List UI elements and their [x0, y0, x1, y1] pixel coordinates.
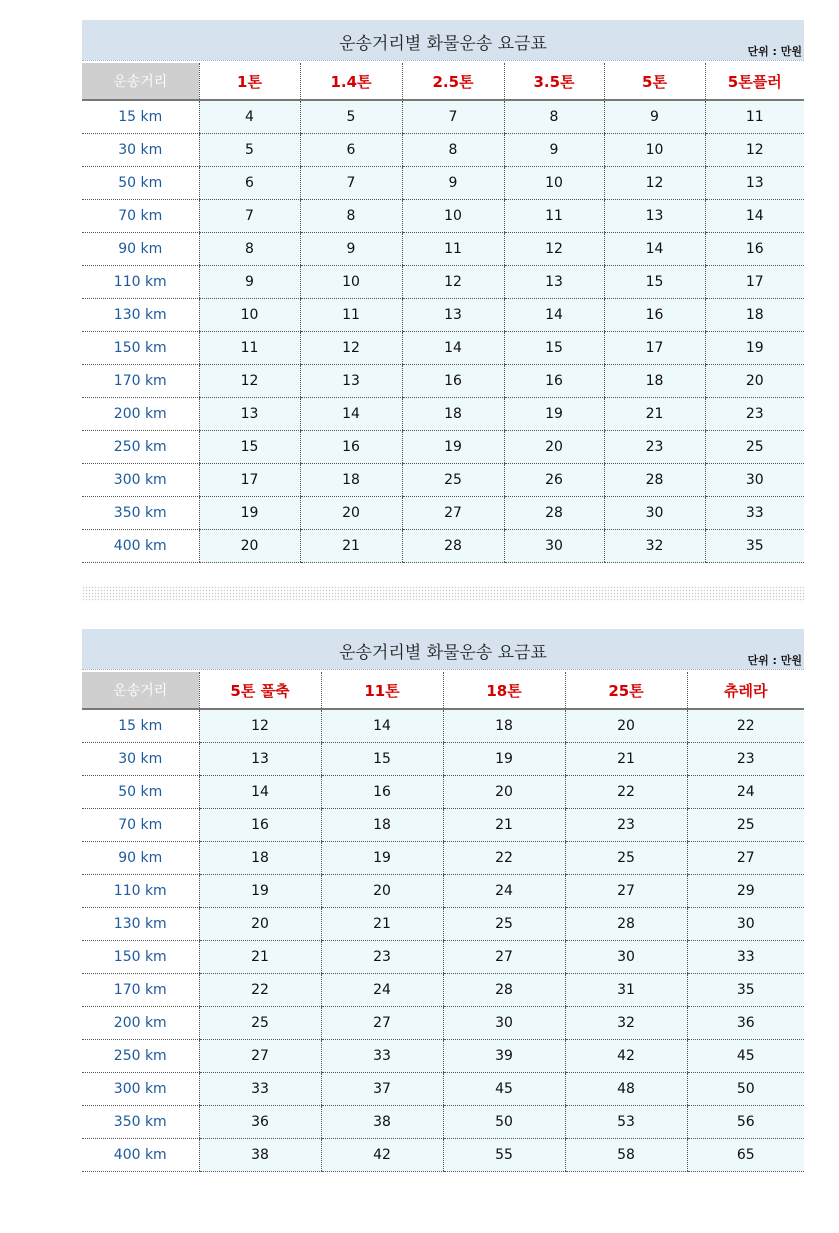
rate-cell: 22: [565, 776, 687, 809]
distance-cell: 300 km: [82, 464, 199, 497]
rate-cell: 25: [705, 431, 804, 464]
rate-cell: 11: [199, 332, 300, 365]
table-1-unit: 단위 : 만원: [747, 45, 802, 58]
rate-cell: 25: [443, 908, 565, 941]
rate-cell: 7: [300, 167, 402, 200]
rate-cell: 14: [504, 299, 604, 332]
column-header: 11톤: [321, 672, 443, 709]
rate-cell: 27: [687, 842, 804, 875]
table-row: [82, 809, 804, 842]
rate-cell: 27: [199, 1040, 321, 1073]
distance-cell: 350 km: [82, 1106, 199, 1139]
distance-cell: 90 km: [82, 842, 199, 875]
rate-cell: 28: [565, 908, 687, 941]
distance-cell: 400 km: [82, 1139, 199, 1172]
table-row: [82, 908, 804, 941]
distance-cell: 350 km: [82, 497, 199, 530]
rate-cell: 21: [300, 530, 402, 563]
rate-cell: 15: [199, 431, 300, 464]
rate-cell: 20: [705, 365, 804, 398]
rate-cell: 14: [321, 709, 443, 743]
rate-cell: 53: [565, 1106, 687, 1139]
rate-cell: 50: [687, 1073, 804, 1106]
rate-cell: 19: [504, 398, 604, 431]
distance-cell: 70 km: [82, 200, 199, 233]
rate-cell: 30: [687, 908, 804, 941]
rate-cell: 20: [504, 431, 604, 464]
rate-cell: 12: [199, 365, 300, 398]
rate-cell: 38: [199, 1139, 321, 1172]
rate-cell: 45: [443, 1073, 565, 1106]
rate-cell: 27: [321, 1007, 443, 1040]
rate-cell: 58: [565, 1139, 687, 1172]
rate-cell: 14: [705, 200, 804, 233]
table-row: [82, 1106, 804, 1139]
rate-cell: 30: [705, 464, 804, 497]
rate-cell: 6: [300, 134, 402, 167]
rate-cell: 48: [565, 1073, 687, 1106]
rate-cell: 11: [300, 299, 402, 332]
rate-cell: 16: [199, 809, 321, 842]
rate-cell: 28: [402, 530, 504, 563]
table-row: [82, 709, 804, 743]
rate-cell: 13: [504, 266, 604, 299]
rate-cell: 33: [687, 941, 804, 974]
rate-cell: 36: [199, 1106, 321, 1139]
rate-table-1: [82, 20, 804, 563]
table-row: [82, 1040, 804, 1073]
rate-cell: 16: [300, 431, 402, 464]
rate-cell: 19: [402, 431, 504, 464]
rate-cell: 16: [604, 299, 705, 332]
table-row: [82, 167, 804, 200]
rate-cell: 20: [321, 875, 443, 908]
distance-cell: 170 km: [82, 365, 199, 398]
rate-cell: 18: [321, 809, 443, 842]
rate-cell: 25: [687, 809, 804, 842]
distance-cell: 400 km: [82, 530, 199, 563]
rate-cell: 19: [443, 743, 565, 776]
rate-cell: 9: [604, 100, 705, 134]
distance-cell: 30 km: [82, 134, 199, 167]
rate-cell: 20: [565, 709, 687, 743]
rate-cell: 18: [443, 709, 565, 743]
rate-cell: 27: [565, 875, 687, 908]
rate-cell: 21: [565, 743, 687, 776]
rate-cell: 12: [504, 233, 604, 266]
rate-cell: 8: [199, 233, 300, 266]
rate-cell: 10: [504, 167, 604, 200]
rate-cell: 45: [687, 1040, 804, 1073]
column-header: 츄레라: [687, 672, 804, 709]
distance-cell: 200 km: [82, 1007, 199, 1040]
rate-cell: 23: [321, 941, 443, 974]
distance-cell: 170 km: [82, 974, 199, 1007]
distance-cell: 130 km: [82, 908, 199, 941]
rate-cell: 22: [199, 974, 321, 1007]
rate-cell: 10: [199, 299, 300, 332]
distance-cell: 50 km: [82, 776, 199, 809]
distance-cell: 50 km: [82, 167, 199, 200]
rate-cell: 5: [199, 134, 300, 167]
table-2-unit: 단위 : 만원: [747, 654, 802, 667]
rate-cell: 8: [504, 100, 604, 134]
rate-cell: 36: [687, 1007, 804, 1040]
rate-cell: 19: [705, 332, 804, 365]
rate-cell: 33: [321, 1040, 443, 1073]
rate-cell: 30: [604, 497, 705, 530]
rate-cell: 22: [687, 709, 804, 743]
rate-cell: 23: [565, 809, 687, 842]
rate-cell: 24: [443, 875, 565, 908]
table-row: [82, 365, 804, 398]
table-row: [82, 134, 804, 167]
rate-cell: 26: [504, 464, 604, 497]
table-row: [82, 875, 804, 908]
rate-cell: 12: [199, 709, 321, 743]
rate-cell: 25: [565, 842, 687, 875]
rate-cell: 12: [604, 167, 705, 200]
rate-cell: 25: [402, 464, 504, 497]
rate-cell: 14: [604, 233, 705, 266]
rate-cell: 16: [402, 365, 504, 398]
table-row: [82, 974, 804, 1007]
rate-cell: 18: [199, 842, 321, 875]
table-row: [82, 431, 804, 464]
rate-cell: 24: [687, 776, 804, 809]
rate-cell: 16: [504, 365, 604, 398]
distance-cell: 110 km: [82, 875, 199, 908]
table-1-title-bar: [82, 20, 804, 60]
rate-cell: 10: [300, 266, 402, 299]
rate-cell: 38: [321, 1106, 443, 1139]
rate-cell: 39: [443, 1040, 565, 1073]
table-row: [82, 464, 804, 497]
header-row: [82, 63, 804, 100]
table-row: [82, 497, 804, 530]
rate-cell: 35: [705, 530, 804, 563]
rate-cell: 56: [687, 1106, 804, 1139]
table-row: [82, 299, 804, 332]
rate-cell: 12: [705, 134, 804, 167]
header-distance-label: 운송거리: [82, 63, 199, 100]
table-row: [82, 941, 804, 974]
distance-cell: 30 km: [82, 743, 199, 776]
rate-cell: 15: [504, 332, 604, 365]
rate-cell: 28: [443, 974, 565, 1007]
rate-cell: 10: [604, 134, 705, 167]
rate-cell: 24: [321, 974, 443, 1007]
column-header: 5톤: [604, 63, 705, 100]
rate-cell: 28: [504, 497, 604, 530]
rate-cell: 30: [565, 941, 687, 974]
distance-cell: 70 km: [82, 809, 199, 842]
table-row: [82, 1007, 804, 1040]
table-row: [82, 743, 804, 776]
column-header: 5톤 풀축: [199, 672, 321, 709]
rate-cell: 17: [199, 464, 300, 497]
table-2-title: 운송거리별 화물운송 요금표: [339, 643, 547, 663]
rate-cell: 9: [402, 167, 504, 200]
column-header: 18톤: [443, 672, 565, 709]
rate-cell: 18: [705, 299, 804, 332]
distance-cell: 130 km: [82, 299, 199, 332]
rate-cell: 13: [705, 167, 804, 200]
rate-cell: 19: [321, 842, 443, 875]
header-distance-label: 운송거리: [82, 672, 199, 709]
rate-cell: 32: [565, 1007, 687, 1040]
distance-cell: 300 km: [82, 1073, 199, 1106]
rate-cell: 12: [300, 332, 402, 365]
table-row: [82, 398, 804, 431]
rate-cell: 7: [199, 200, 300, 233]
rate-cell: 25: [199, 1007, 321, 1040]
distance-cell: 200 km: [82, 398, 199, 431]
distance-cell: 15 km: [82, 100, 199, 134]
column-header: 1톤: [199, 63, 300, 100]
rate-cell: 20: [443, 776, 565, 809]
rate-cell: 7: [402, 100, 504, 134]
column-header: 25톤: [565, 672, 687, 709]
rate-cell: 10: [402, 200, 504, 233]
column-header: 2.5톤: [402, 63, 504, 100]
rate-cell: 11: [504, 200, 604, 233]
rate-cell: 19: [199, 497, 300, 530]
rate-cell: 20: [199, 908, 321, 941]
rate-cell: 33: [705, 497, 804, 530]
rate-cell: 12: [402, 266, 504, 299]
section-separator: [82, 586, 804, 602]
rate-cell: 29: [687, 875, 804, 908]
rate-cell: 17: [604, 332, 705, 365]
rate-cell: 28: [604, 464, 705, 497]
rate-cell: 13: [402, 299, 504, 332]
rate-cell: 21: [604, 398, 705, 431]
table-row: [82, 776, 804, 809]
table-row: [82, 332, 804, 365]
distance-cell: 150 km: [82, 941, 199, 974]
rate-cell: 13: [604, 200, 705, 233]
rate-cell: 15: [604, 266, 705, 299]
rate-cell: 19: [199, 875, 321, 908]
rate-cell: 18: [300, 464, 402, 497]
distance-cell: 110 km: [82, 266, 199, 299]
rate-cell: 13: [199, 398, 300, 431]
rate-cell: 14: [199, 776, 321, 809]
rate-cell: 16: [321, 776, 443, 809]
distance-cell: 15 km: [82, 709, 199, 743]
rate-table-2: [82, 629, 804, 1172]
distance-cell: 250 km: [82, 1040, 199, 1073]
rate-cell: 9: [300, 233, 402, 266]
rate-cell: 23: [687, 743, 804, 776]
rate-cell: 9: [504, 134, 604, 167]
rate-cell: 31: [565, 974, 687, 1007]
rate-cell: 8: [402, 134, 504, 167]
rate-cell: 21: [443, 809, 565, 842]
rate-cell: 14: [402, 332, 504, 365]
rate-cell: 17: [705, 266, 804, 299]
table-row: [82, 842, 804, 875]
rate-cell: 11: [402, 233, 504, 266]
rate-cell: 14: [300, 398, 402, 431]
rate-cell: 32: [604, 530, 705, 563]
table-row: [82, 233, 804, 266]
rate-cell: 35: [687, 974, 804, 1007]
rate-cell: 21: [321, 908, 443, 941]
rate-cell: 16: [705, 233, 804, 266]
rate-cell: 11: [705, 100, 804, 134]
rate-cell: 21: [199, 941, 321, 974]
table-2-grid: [82, 672, 804, 1172]
rate-cell: 5: [300, 100, 402, 134]
rate-cell: 37: [321, 1073, 443, 1106]
rate-cell: 42: [321, 1139, 443, 1172]
rate-cell: 13: [199, 743, 321, 776]
table-row: [82, 266, 804, 299]
column-header: 1.4톤: [300, 63, 402, 100]
rate-cell: 18: [604, 365, 705, 398]
rate-cell: 22: [443, 842, 565, 875]
header-row: [82, 672, 804, 709]
rate-cell: 30: [504, 530, 604, 563]
rate-cell: 4: [199, 100, 300, 134]
rate-cell: 65: [687, 1139, 804, 1172]
rate-cell: 20: [300, 497, 402, 530]
table-2-title-bar: [82, 629, 804, 669]
table-row: [82, 100, 804, 134]
table-1-grid: [82, 63, 804, 563]
table-row: [82, 530, 804, 563]
distance-cell: 90 km: [82, 233, 199, 266]
rate-cell: 13: [300, 365, 402, 398]
rate-cell: 18: [402, 398, 504, 431]
rate-cell: 27: [443, 941, 565, 974]
rate-cell: 20: [199, 530, 300, 563]
rate-cell: 55: [443, 1139, 565, 1172]
rate-cell: 30: [443, 1007, 565, 1040]
distance-cell: 150 km: [82, 332, 199, 365]
rate-cell: 27: [402, 497, 504, 530]
rate-cell: 8: [300, 200, 402, 233]
table-1-title: 운송거리별 화물운송 요금표: [339, 34, 547, 54]
rate-cell: 23: [705, 398, 804, 431]
rate-cell: 6: [199, 167, 300, 200]
distance-cell: 250 km: [82, 431, 199, 464]
table-row: [82, 200, 804, 233]
rate-cell: 42: [565, 1040, 687, 1073]
rate-cell: 33: [199, 1073, 321, 1106]
rate-cell: 50: [443, 1106, 565, 1139]
rate-cell: 9: [199, 266, 300, 299]
column-header: 5톤플러: [705, 63, 804, 100]
table-row: [82, 1073, 804, 1106]
rate-cell: 23: [604, 431, 705, 464]
table-row: [82, 1139, 804, 1172]
column-header: 3.5톤: [504, 63, 604, 100]
rate-cell: 15: [321, 743, 443, 776]
